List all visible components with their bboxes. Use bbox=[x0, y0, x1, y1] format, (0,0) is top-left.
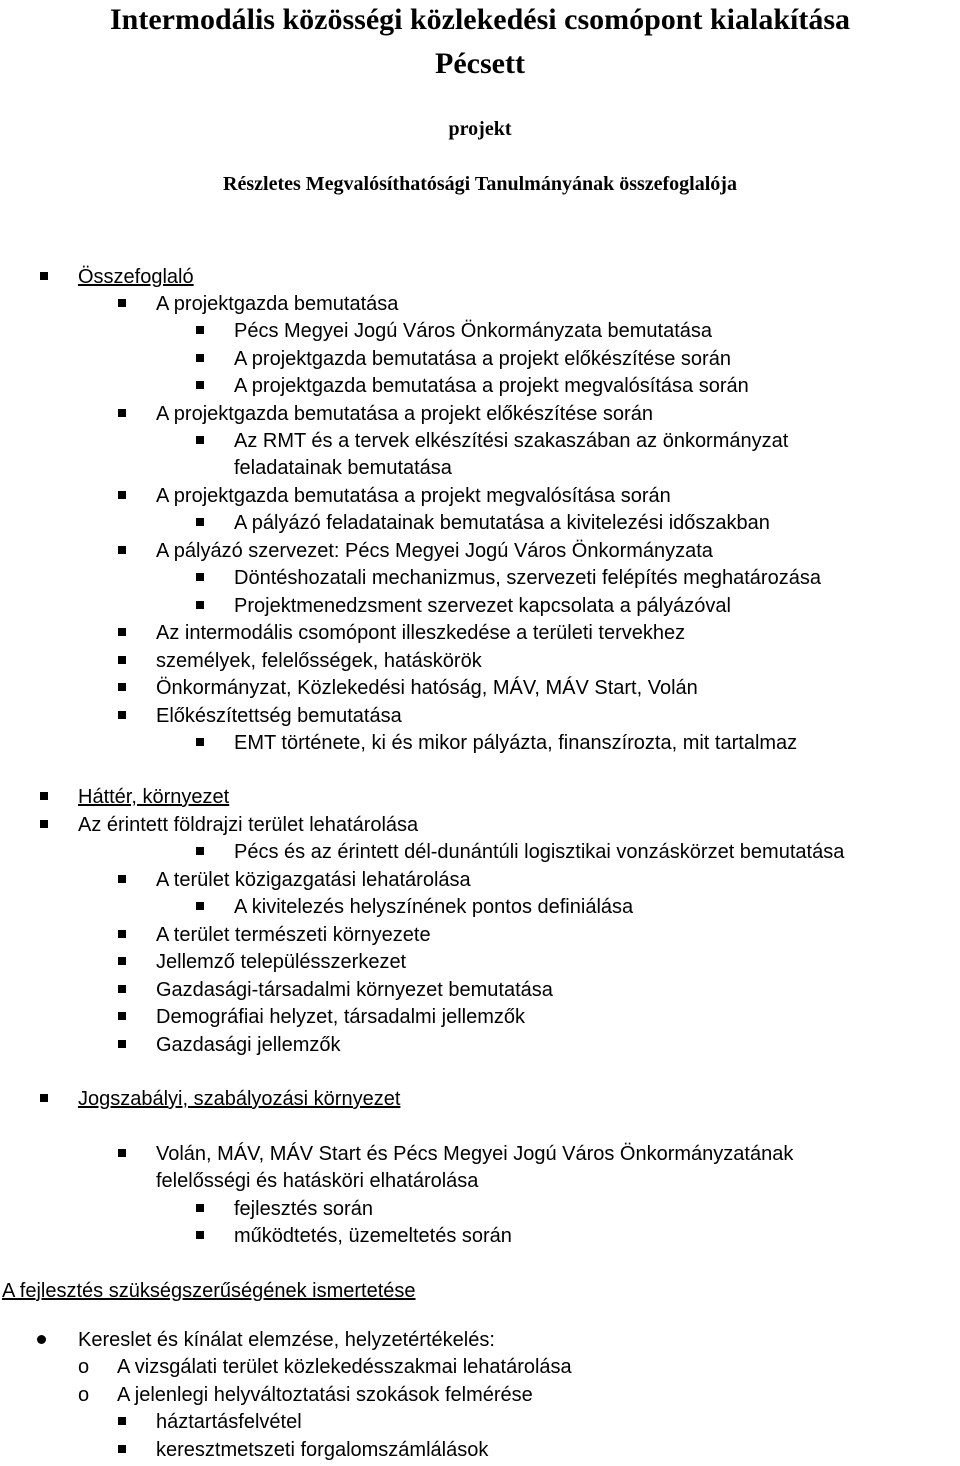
toc-item: Pécs és az érintett dél-dunántúli logisztikai vonzáskörzet bemutatása bbox=[234, 841, 845, 863]
toc-item: keresztmetszeti forgalomszámlálások bbox=[156, 1439, 489, 1461]
project-label: projekt bbox=[448, 118, 512, 140]
bullet-square-icon bbox=[40, 1094, 48, 1102]
bullet-circle-icon: o bbox=[78, 1384, 90, 1406]
toc-item: háztartásfelvétel bbox=[156, 1411, 302, 1433]
bullet-square-icon bbox=[40, 272, 48, 280]
toc-item: A terület közigazgatási lehatárolása bbox=[156, 869, 471, 891]
toc-item: A terület természeti környezete bbox=[156, 924, 431, 946]
bullet-square-icon bbox=[196, 1204, 204, 1212]
bullet-square-icon bbox=[118, 628, 126, 636]
bullet-square-icon bbox=[196, 326, 204, 334]
toc-item: Pécs Megyei Jogú Város Önkormányzata bemutatása bbox=[234, 320, 713, 342]
toc-item: Gazdasági-társadalmi környezet bemutatása bbox=[156, 979, 553, 1001]
bullet-square-icon bbox=[118, 546, 126, 554]
toc-item: A projektgazda bemutatása a projekt megvalósítása során bbox=[156, 485, 671, 507]
toc-item: Gazdasági jellemzők bbox=[156, 1034, 341, 1056]
bullet-square-icon bbox=[196, 381, 204, 389]
toc-item: A pályázó feladatainak bemutatása a kivitelezési időszakban bbox=[234, 512, 770, 534]
toc-item-continuation: felelősségi és hatásköri elhatárolása bbox=[156, 1170, 479, 1192]
toc-item: A projektgazda bemutatása a projekt előkészítése során bbox=[234, 348, 731, 370]
toc-item: A vizsgálati terület közlekedésszakmai lehatárolása bbox=[117, 1356, 572, 1378]
bullet-square-icon bbox=[118, 711, 126, 719]
bullet-square-icon bbox=[196, 738, 204, 746]
bullet-square-icon bbox=[196, 1231, 204, 1239]
bullet-square-icon bbox=[196, 436, 204, 444]
toc-item: Jellemző településszerkezet bbox=[156, 951, 407, 973]
bullet-square-icon bbox=[40, 792, 48, 800]
bullet-square-icon bbox=[196, 573, 204, 581]
toc-item: Önkormányzat, Közlekedési hatóság, MÁV, MÁV Start, Volán bbox=[156, 677, 698, 699]
toc-item: A projektgazda bemutatása bbox=[156, 293, 399, 315]
bullet-square-icon bbox=[196, 601, 204, 609]
toc-item: Az intermodális csomópont illeszkedése a területi tervekhez bbox=[156, 622, 686, 644]
bullet-square-icon bbox=[118, 985, 126, 993]
document-title-line-2: Pécsett bbox=[435, 47, 525, 80]
bullet-square-icon bbox=[118, 409, 126, 417]
toc-item: Előkészítettség bemutatása bbox=[156, 705, 402, 727]
toc-item: Döntéshozatali mechanizmus, szervezeti felépítés meghatározása bbox=[234, 567, 821, 589]
bullet-square-icon bbox=[118, 491, 126, 499]
toc-item: Összefoglaló bbox=[78, 266, 194, 288]
bullet-square-icon bbox=[118, 299, 126, 307]
bullet-square-icon bbox=[118, 875, 126, 883]
bullet-square-icon bbox=[196, 902, 204, 910]
bullet-dot-icon bbox=[37, 1335, 46, 1344]
toc-item: működtetés, üzemeltetés során bbox=[234, 1225, 512, 1247]
toc-item: Az RMT és a tervek elkészítési szakaszában az önkormányzat bbox=[234, 430, 789, 452]
toc-item: A projektgazda bemutatása a projekt megvalósítása során bbox=[234, 375, 749, 397]
bullet-square-icon bbox=[118, 1417, 126, 1425]
toc-item: A pályázó szervezet: Pécs Megyei Jogú Város Önkormányzata bbox=[156, 540, 713, 562]
toc-item: fejlesztés során bbox=[234, 1198, 373, 1220]
toc-item-continuation: feladatainak bemutatása bbox=[234, 457, 452, 479]
toc-item: A kivitelezés helyszínének pontos definiálása bbox=[234, 896, 634, 918]
document-subtitle: Részletes Megvalósíthatósági Tanulmányának összefoglalója bbox=[223, 173, 737, 195]
bullet-square-icon bbox=[118, 1040, 126, 1048]
bullet-square-icon bbox=[118, 683, 126, 691]
bullet-circle-icon: o bbox=[78, 1356, 90, 1378]
document-title-line-1: Intermodális közösségi közlekedési csomópont kialakítása bbox=[109, 3, 851, 36]
toc-item: személyek, felelősségek, hatáskörök bbox=[156, 650, 482, 672]
toc-item: Kereslet és kínálat elemzése, helyzetértékelés: bbox=[78, 1329, 495, 1351]
bullet-square-icon bbox=[118, 930, 126, 938]
bullet-square-icon bbox=[196, 518, 204, 526]
bullet-square-icon bbox=[118, 1012, 126, 1020]
bullet-square-icon bbox=[118, 1149, 126, 1157]
toc-item: EMT története, ki és mikor pályázta, finanszírozta, mit tartalmaz bbox=[234, 732, 798, 754]
toc-item: Az érintett földrajzi terület lehatárolása bbox=[78, 814, 419, 836]
bullet-square-icon bbox=[118, 1445, 126, 1453]
toc-item: Volán, MÁV, MÁV Start és Pécs Megyei Jogú Város Önkormányzatának bbox=[156, 1143, 794, 1165]
bullet-square-icon bbox=[196, 847, 204, 855]
bullet-square-icon bbox=[118, 957, 126, 965]
toc-item: A jelenlegi helyváltoztatási szokások felmérése bbox=[117, 1384, 533, 1406]
toc-item: Háttér, környezet bbox=[78, 786, 230, 808]
section-heading: A fejlesztés szükségszerűségének ismertetése bbox=[2, 1280, 416, 1302]
bullet-square-icon bbox=[40, 820, 48, 828]
toc-item: A projektgazda bemutatása a projekt előkészítése során bbox=[156, 403, 653, 425]
toc-item: Demográfiai helyzet, társadalmi jellemzők bbox=[156, 1006, 526, 1028]
toc-item: Projektmenedzsment szervezet kapcsolata a pályázóval bbox=[234, 595, 731, 617]
toc-item: Jogszabályi, szabályozási környezet bbox=[78, 1088, 401, 1110]
bullet-square-icon bbox=[118, 656, 126, 664]
bullet-square-icon bbox=[196, 354, 204, 362]
